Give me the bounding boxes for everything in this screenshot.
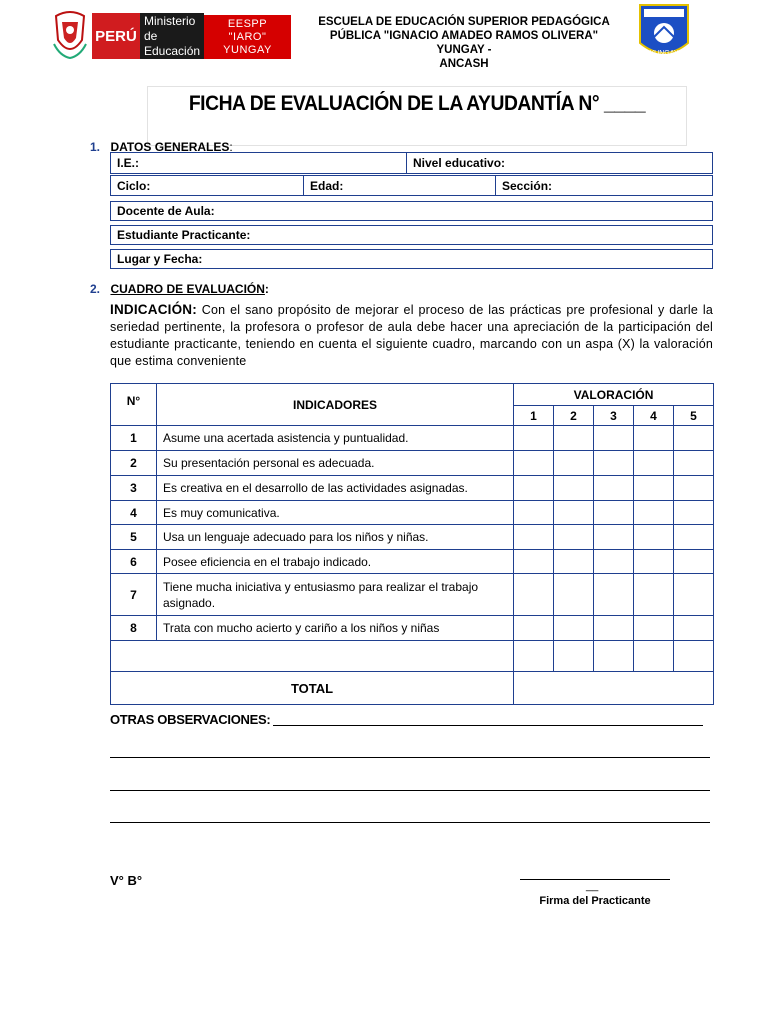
table-row — [111, 501, 714, 525]
indicator-text: Es muy comunicativa. — [157, 501, 514, 525]
seccion-field[interactable]: Sección: — [502, 178, 553, 193]
rating-cell[interactable] — [594, 574, 634, 616]
rating-cell[interactable] — [634, 616, 674, 641]
table-row — [111, 451, 714, 476]
rating-cell[interactable] — [514, 550, 554, 574]
indicator-text: Trata con mucho acierto y cariño a los niños y niñas — [157, 616, 514, 641]
rating-cell[interactable] — [554, 451, 594, 476]
rating-cell[interactable] — [674, 641, 714, 672]
estudiante-field[interactable]: Estudiante Practicante: — [117, 228, 251, 242]
indicator-text: Usa un lenguaje adecuado para los niños y niñas. — [157, 525, 514, 550]
section1-number: 1. — [90, 140, 101, 154]
rating-cell[interactable] — [554, 426, 594, 451]
ministerio-line2: Educación — [144, 43, 201, 58]
rating-cell[interactable] — [634, 476, 674, 501]
rating-cell[interactable] — [634, 641, 674, 672]
table-row — [111, 574, 714, 616]
rating-cell[interactable] — [594, 451, 634, 476]
scale-2: 2 — [554, 406, 594, 426]
scale-3: 3 — [594, 406, 634, 426]
indicacion-text: Con el sano propósito de mejorar el proceso de las prácticas pre profesional y darle la seriedad pertinente, la profesora o profesor de aula debe hacer una apreciación de la participación del estudiante practicante, teniendo en cuenta el siguiente cuadro, marcando con un aspa (X) la valoración que estima conveniente — [110, 303, 713, 368]
rating-cell[interactable] — [634, 574, 674, 616]
rating-cell[interactable] — [554, 616, 594, 641]
rating-cell[interactable] — [674, 574, 714, 616]
eespp-line2: "IARO" — [228, 30, 267, 43]
row-number: 4 — [111, 501, 157, 525]
school-crest-icon — [636, 3, 692, 63]
table-row-empty — [111, 641, 714, 672]
vobo-label: V° B° — [110, 873, 143, 888]
school-line1: ESCUELA DE EDUCACIÓN SUPERIOR PEDAGÓGICA — [318, 16, 610, 28]
rating-cell[interactable] — [514, 525, 554, 550]
rating-cell[interactable] — [634, 525, 674, 550]
field-row-docente — [110, 201, 713, 221]
signature-label: Firma del Practicante — [539, 895, 651, 907]
peru-coat-of-arms-icon — [52, 10, 88, 60]
rating-cell[interactable] — [674, 426, 714, 451]
row-number: 5 — [111, 525, 157, 550]
ministerio-line1: Ministerio de — [144, 13, 196, 43]
eespp-logo — [204, 15, 291, 59]
rating-cell[interactable] — [514, 616, 554, 641]
school-line2: PÚBLICA "IGNACIO AMADEO RAMOS OLIVERA" YUNGAY - — [329, 30, 599, 56]
rating-cell[interactable] — [514, 641, 554, 672]
rating-cell[interactable] — [634, 501, 674, 525]
rating-cell[interactable] — [634, 451, 674, 476]
rating-cell[interactable] — [594, 616, 634, 641]
indicator-text: Asume una acertada asistencia y puntualidad. — [157, 426, 514, 451]
row-number: 2 — [111, 451, 157, 476]
observaciones-line-4[interactable] — [110, 822, 710, 823]
col-valoracion-header: VALORACIÓN — [514, 384, 714, 406]
rating-cell[interactable] — [514, 426, 554, 451]
field-row-estudiante — [110, 225, 713, 245]
ciclo-field[interactable]: Ciclo: — [111, 176, 304, 195]
rating-cell[interactable] — [554, 525, 594, 550]
table-header-row — [111, 384, 714, 406]
field-row-lugar — [110, 249, 713, 269]
total-value-cell[interactable] — [514, 672, 714, 705]
indicacion-label: INDICACIÓN: — [110, 302, 197, 317]
indicator-text: Posee eficiencia en el trabajo indicado. — [157, 550, 514, 574]
rating-cell[interactable] — [594, 426, 634, 451]
row-number: 7 — [111, 574, 157, 616]
crest-text: YUNGAY — [649, 50, 679, 57]
table-row — [111, 525, 714, 550]
indicator-text: Tiene mucha iniciativa y entusiasmo para realizar el trabajo asignado. — [157, 574, 514, 616]
edad-field[interactable]: Edad: — [304, 176, 496, 195]
school-line3: ANCASH — [439, 58, 489, 70]
table-row — [111, 616, 714, 641]
row-number: 8 — [111, 616, 157, 641]
rating-cell[interactable] — [674, 525, 714, 550]
row-number: 6 — [111, 550, 157, 574]
rating-cell[interactable] — [594, 501, 634, 525]
rating-cell[interactable] — [634, 426, 674, 451]
lugar-field[interactable]: Lugar y Fecha: — [117, 252, 203, 266]
indicator-text: Su presentación personal es adecuada. — [157, 451, 514, 476]
section1-title: DATOS GENERALES — [110, 140, 230, 154]
scale-4: 4 — [634, 406, 674, 426]
empty-cell — [111, 641, 514, 672]
page-title: FICHA DE EVALUACIÓN DE LA AYUDANTÍA N° ____ — [188, 92, 646, 115]
rating-cell[interactable] — [674, 501, 714, 525]
rating-cell[interactable] — [674, 476, 714, 501]
rating-cell[interactable] — [674, 451, 714, 476]
row-number: 3 — [111, 476, 157, 501]
signature-dash: __ — [586, 880, 599, 892]
total-label: TOTAL — [111, 672, 514, 705]
rating-cell[interactable] — [514, 501, 554, 525]
rating-cell[interactable] — [594, 525, 634, 550]
table-row — [111, 476, 714, 501]
ministerio-logo — [140, 13, 204, 59]
observaciones-label: OTRAS OBSERVACIONES: — [110, 712, 271, 727]
indicator-text: Es creativa en el desarrollo de las actividades asignadas. — [157, 476, 514, 501]
section2-heading — [90, 280, 269, 298]
rating-cell[interactable] — [554, 574, 594, 616]
section2-title: CUADRO DE EVALUACIÓN — [110, 282, 265, 296]
observaciones-line-2[interactable] — [110, 757, 710, 758]
section2-number: 2. — [90, 282, 101, 296]
rating-cell[interactable] — [674, 616, 714, 641]
observaciones-line-1[interactable] — [273, 725, 703, 726]
rating-cell[interactable] — [594, 641, 634, 672]
scale-1: 1 — [514, 406, 554, 426]
table-row — [111, 426, 714, 451]
eespp-line3: YUNGAY — [223, 43, 272, 56]
table-row — [111, 550, 714, 574]
field-row-ie — [110, 152, 713, 174]
rating-cell[interactable] — [594, 476, 634, 501]
scale-5: 5 — [674, 406, 714, 426]
rating-cell[interactable] — [554, 641, 594, 672]
indicacion-paragraph — [110, 301, 713, 370]
rating-cell[interactable] — [554, 550, 594, 574]
row-number: 1 — [111, 426, 157, 451]
rating-cell[interactable] — [514, 451, 554, 476]
rating-cell[interactable] — [554, 476, 594, 501]
section1-colon: : — [229, 140, 233, 154]
field-row-ciclo — [110, 175, 713, 196]
col-indicadores-header: INDICADORES — [157, 384, 514, 426]
observaciones-line-3[interactable] — [110, 790, 710, 791]
rating-cell[interactable] — [674, 550, 714, 574]
rating-cell[interactable] — [514, 574, 554, 616]
evaluation-table — [110, 383, 714, 705]
rating-cell[interactable] — [554, 501, 594, 525]
total-row — [111, 672, 714, 705]
col-num-header: N° — [111, 384, 157, 426]
section2-colon: : — [264, 282, 269, 296]
nivel-field[interactable]: Nivel educativo: — [413, 156, 506, 170]
rating-cell[interactable] — [514, 476, 554, 501]
rating-cell[interactable] — [634, 550, 674, 574]
rating-cell[interactable] — [594, 550, 634, 574]
peru-logo: PERÚ — [92, 13, 140, 59]
eespp-line1: EESPP — [227, 17, 268, 30]
school-name — [316, 15, 612, 71]
docente-field[interactable]: Docente de Aula: — [117, 204, 215, 218]
ie-field[interactable]: I.E.: — [111, 153, 407, 173]
